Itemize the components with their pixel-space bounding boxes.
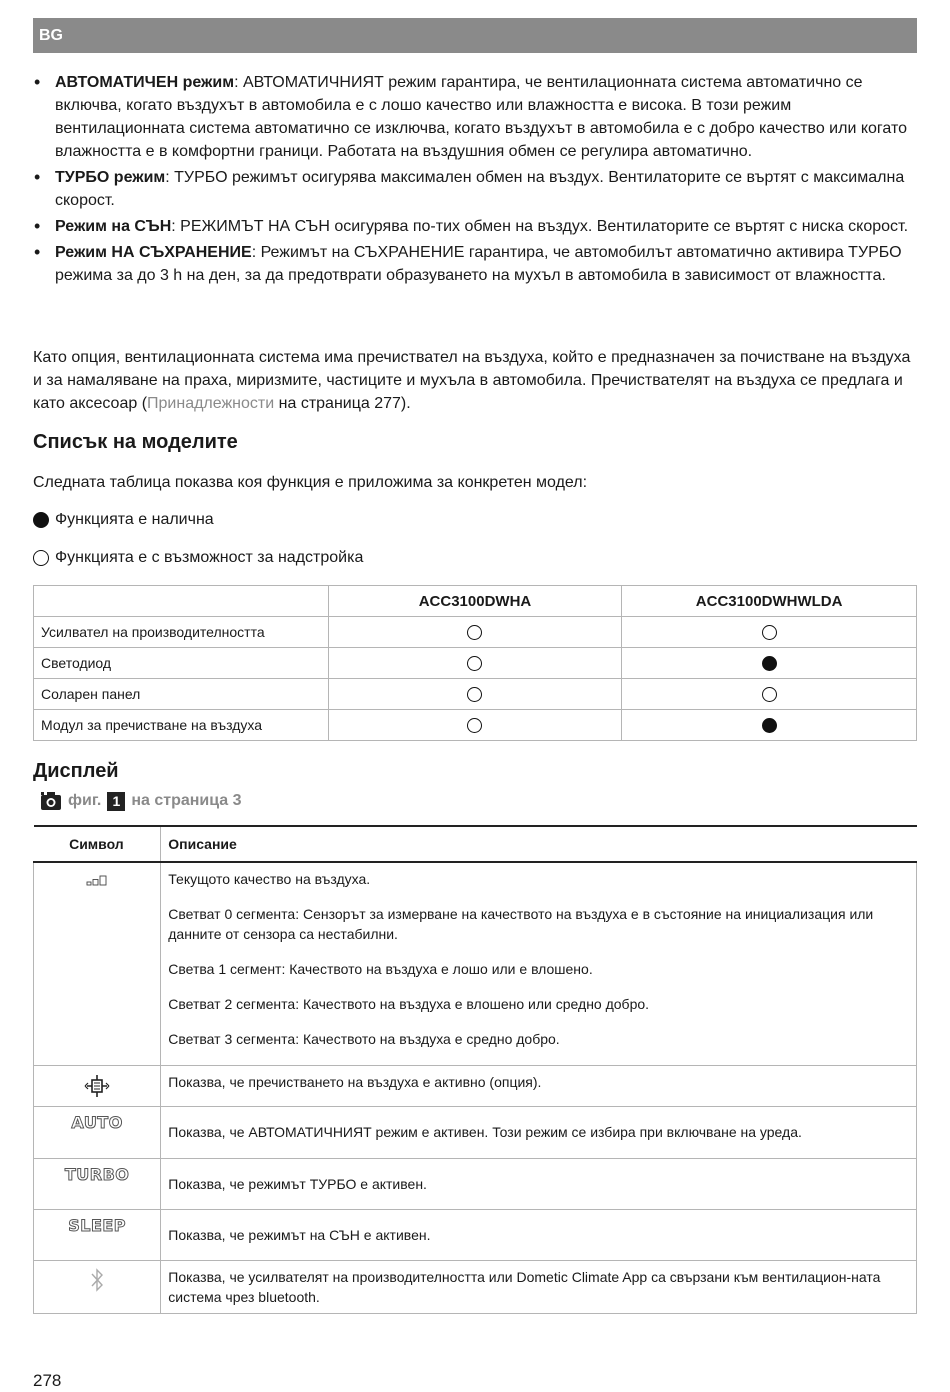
feature-cell [328, 617, 622, 648]
table-row [34, 648, 917, 679]
list-item [33, 166, 913, 212]
legend-available [33, 509, 214, 531]
mode-text: : РЕЖИМЪТ НА СЪН осигурява по-тих обмен на въздух. Вентилаторите се въртят с ниска скорост. [171, 218, 909, 235]
table-row [34, 679, 917, 710]
symbol-cell [34, 1260, 161, 1313]
air-quality-segments-icon [85, 874, 109, 886]
list-item [33, 71, 913, 163]
auto-mode-icon: AUTO [71, 1112, 123, 1132]
option-paragraph [33, 346, 913, 415]
models-table [33, 585, 917, 741]
table-row [34, 1209, 917, 1260]
figure-reference[interactable] [40, 791, 242, 811]
mode-text: : ТУРБО режимът осигурява максимален обмен на въздух. Вентилаторите се въртят с максимална скорост. [55, 169, 905, 209]
figure-number-badge: 1 [107, 792, 125, 811]
legend-upgradable [33, 547, 363, 569]
display-symbols-table [33, 825, 917, 1314]
table-header-row [34, 586, 917, 617]
sleep-mode-icon: SLEEP [68, 1215, 127, 1235]
feature-cell [328, 648, 622, 679]
mode-name: Режим на СЪН [55, 218, 172, 235]
filled-circle-icon [762, 656, 777, 671]
table-row [34, 617, 917, 648]
description-text: Светват 2 сегмента: Качеството на въздуха е влошено или средно добро. [168, 996, 650, 1012]
description-cell: Показва, че пречистването на въздуха е активно (опция). [161, 1065, 917, 1106]
feature-cell [328, 710, 622, 741]
description-text: Светва 1 сегмент: Качеството на въздуха е лошо или е влошено. [168, 961, 593, 977]
figure-suffix: на страница 3 [131, 792, 242, 809]
language-code: BG [39, 27, 63, 44]
feature-label: Соларен панел [34, 679, 329, 710]
figure-prefix: фиг. [68, 792, 102, 809]
table-row [34, 862, 917, 1065]
symbol-cell [34, 1158, 161, 1209]
empty-circle-icon [762, 625, 777, 640]
empty-circle-icon [467, 718, 482, 733]
feature-label: Усилвател на производителността [34, 617, 329, 648]
symbol-cell [34, 1106, 161, 1158]
turbo-mode-icon: TURBO [64, 1164, 130, 1184]
empty-header-cell [34, 586, 329, 617]
page-number: 278 [33, 1371, 62, 1390]
description-text: Светват 3 сегмента: Качеството на въздуха е средно добро. [168, 1031, 560, 1047]
feature-cell [622, 648, 917, 679]
mode-text: : Режимът на СЪХРАНЕНИЕ гарантира, че автомобилът автоматично активира ТУРБО режима за до 3 h на ден, за да предотврати образуването на мухъл в автомобила в зависимост от влажността. [55, 244, 902, 284]
models-heading: Списък на моделите [33, 431, 238, 453]
table-row [34, 1260, 917, 1313]
mode-list [33, 71, 913, 290]
table-row [34, 1065, 917, 1106]
mode-name: АВТОМАТИЧЕН режим [55, 74, 235, 91]
table-row [34, 710, 917, 741]
list-item [33, 241, 913, 287]
filled-circle-icon [762, 718, 777, 733]
mode-text: : АВТОМАТИЧНИЯТ режим гарантира, че вентилационната система автоматично се включва, когато въздухът в автомобила е с лошо качество или влажността е висока. В този режим вентилационната система автоматично се изключва, когато въздухът в автомобила е с добро качество или когато влажността е в комфортни граници. Работата на въздушния обмен се регулира автоматично. [55, 74, 907, 160]
empty-circle-icon [33, 550, 49, 566]
model-column-header: ACC3100DWHWLDA [622, 586, 917, 617]
symbol-column-header: Символ [34, 826, 161, 862]
description-column-header: Описание [161, 826, 917, 862]
paragraph-text: на страница 277). [274, 395, 411, 412]
description-cell: Показва, че АВТОМАТИЧНИЯТ режим е активен. Този режим се избира при включване на уреда. [161, 1106, 917, 1158]
bluetooth-icon [90, 1267, 104, 1293]
feature-label: Модул за пречистване на въздуха [34, 710, 329, 741]
mode-name: Режим НА СЪХРАНЕНИЕ [55, 244, 252, 261]
legend-text: Функцията е налична [55, 511, 214, 528]
display-heading: Дисплей [33, 760, 119, 782]
empty-circle-icon [467, 687, 482, 702]
mode-name: ТУРБО режим [55, 169, 166, 186]
feature-label: Светодиод [34, 648, 329, 679]
language-header-bar [33, 18, 917, 53]
legend-text: Функцията е с възможност за надстройка [55, 549, 364, 566]
camera-icon [40, 791, 62, 811]
feature-cell [328, 679, 622, 710]
feature-cell [622, 617, 917, 648]
table-header-row [34, 826, 917, 862]
description-cell: Показва, че режимът ТУРБО е активен. [161, 1158, 917, 1209]
empty-circle-icon [467, 656, 482, 671]
air-purifier-icon [84, 1074, 110, 1098]
symbol-cell [34, 1065, 161, 1106]
description-text: Текущото качество на въздуха. [168, 871, 371, 887]
models-intro: Следната таблица показва коя функция е приложима за конкретен модел: [33, 474, 588, 491]
list-item [33, 215, 913, 238]
description-text: Светват 0 сегмента: Сензорът за измерване на качеството на въздуха е в състояние на инициализация или данните от сензора са нестабилни. [168, 906, 874, 942]
feature-cell [622, 710, 917, 741]
paragraph-text: Като опция, вентилационната система има пречиствател на въздуха, който е предназначен за почистване на въздуха и за намаляване на праха, миризмите, частиците и мухъла в автомобила. Пречиствателят на въздуха се предлага и като аксесоар ( [33, 349, 911, 412]
table-row [34, 1158, 917, 1209]
accessories-link[interactable]: Принадлежности [147, 395, 275, 412]
empty-circle-icon [467, 625, 482, 640]
filled-circle-icon [33, 512, 49, 528]
model-column-header: ACC3100DWHA [328, 586, 622, 617]
description-cell [161, 862, 917, 1065]
empty-circle-icon [762, 687, 777, 702]
description-cell: Показва, че усилвателят на производителността или Dometic Climate App са свързани към вентилацион-ната система чрез bluetooth. [161, 1260, 917, 1313]
feature-cell [622, 679, 917, 710]
symbol-cell [34, 1209, 161, 1260]
table-row [34, 1106, 917, 1158]
description-cell: Показва, че режимът на СЪН е активен. [161, 1209, 917, 1260]
symbol-cell [34, 862, 161, 1065]
